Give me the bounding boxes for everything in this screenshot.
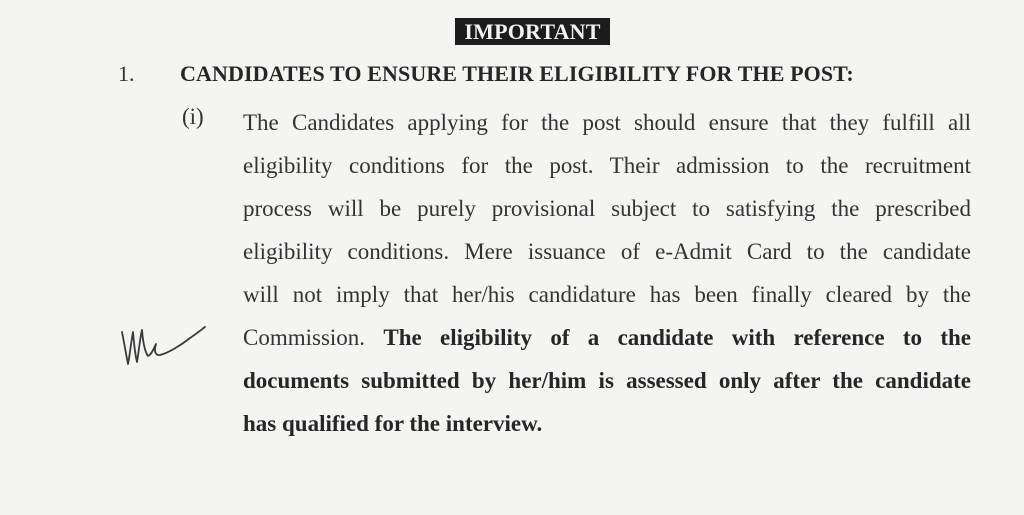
section-number: 1. <box>118 61 135 86</box>
handwritten-signature <box>118 318 208 373</box>
item-paragraph <box>243 101 971 445</box>
paragraph-line-6-regular: Commission. <box>243 325 366 350</box>
paragraph-line-5: will not imply that her/his candidature has been finally cleared by the <box>243 282 971 307</box>
important-badge: IMPORTANT <box>455 18 610 45</box>
paragraph-line-3: process will be purely provisional subject to satisfying the prescribed <box>243 196 971 221</box>
paragraph-line-2: eligibility conditions for the post. Their admission to the recruitment <box>243 153 971 178</box>
section-title: CANDIDATES TO ENSURE THEIR ELIGIBILITY FOR THE POST: <box>180 61 854 86</box>
paragraph-line-7: documents submitted by her/him is assessed only after the candidate <box>243 368 971 393</box>
paragraph-line-4: eligibility conditions. Mere issuance of e-Admit Card to the candidate <box>243 239 971 264</box>
paragraph-line-1: The Candidates applying for the post should ensure that they fulfill all <box>243 110 971 135</box>
item-number: (i) <box>182 104 204 129</box>
paragraph-line-6 <box>243 316 971 359</box>
paragraph-line-6-bold: The eligibility of a candidate with reference to the <box>383 325 971 350</box>
paragraph-line-8: has qualified for the interview. <box>243 411 543 436</box>
